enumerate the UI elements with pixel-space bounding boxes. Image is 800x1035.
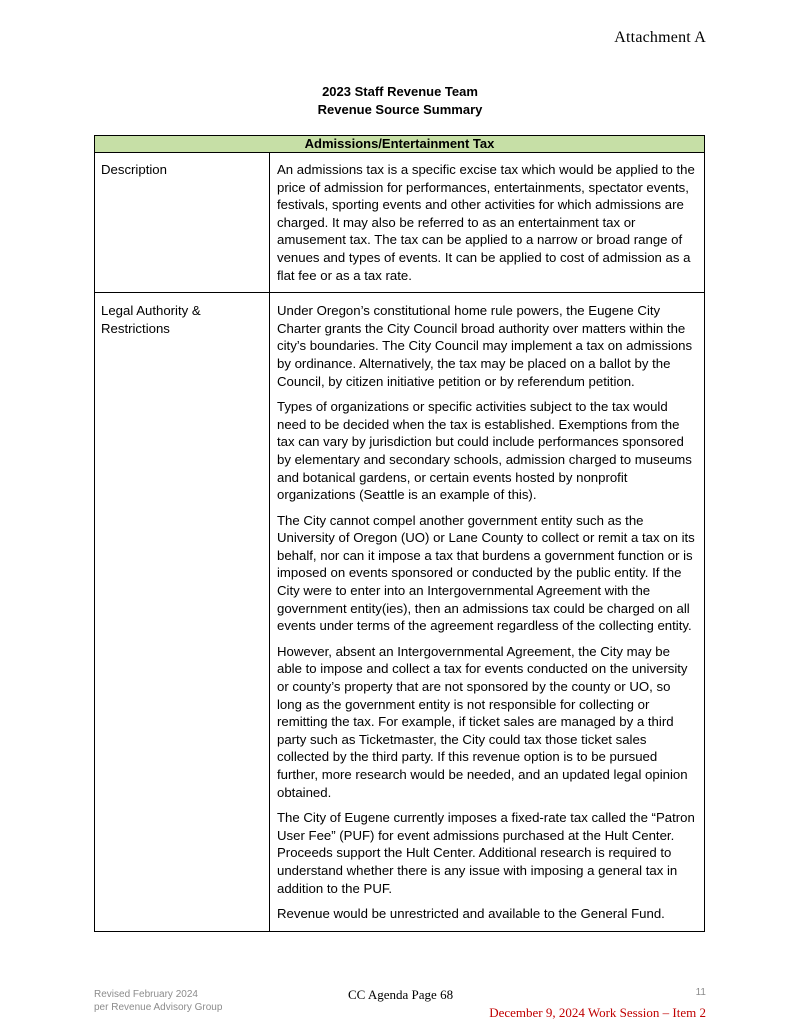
page-number: 11 — [695, 987, 706, 998]
revision-date: Revised February 2024 — [94, 989, 198, 1000]
title-line-2: Revenue Source Summary — [317, 102, 483, 117]
legal-paragraph-4: However, absent an Intergovernmental Agreement, the City may be able to impose and collect a tax for events conducted on the university or county’s property that are not sponsored by the county or UO, so long as the government entity is not responsible for collecting or remitting the tax. For example, if ticket sales are managed by a third party such as Ticketmaster, the City could tax those ticket sales collected by the third party. If this revenue option is to be pursued further, more research would be needed, and an updated legal opinion obtained. — [277, 643, 688, 800]
revenue-summary-table — [94, 135, 705, 932]
table-heading: Admissions/Entertainment Tax — [95, 136, 705, 153]
revision-source: per Revenue Advisory Group — [94, 1002, 223, 1013]
row-label: Legal Authority & Restrictions — [101, 303, 201, 336]
row-label: Description — [101, 162, 167, 177]
page-title — [0, 83, 800, 119]
attachment-label: Attachment A — [614, 29, 706, 46]
table-row-legal-authority — [95, 293, 705, 932]
row-label-cell — [95, 293, 270, 932]
table-row-description — [95, 153, 705, 293]
legal-paragraph-6: Revenue would be unrestricted and available to the General Fund. — [277, 906, 665, 922]
legal-paragraph-3: The City cannot compel another government entity such as the University of Oregon (UO) or Lane County to collect or remit a tax on its behalf, nor can it impose a tax that burdens a government function or is imposed on events sponsored or conducted by the public entity. If the City were to enter into an Intergovernmental Agreement with the government entity(ies), then an admissions tax could be charged on all events under terms of the agreement regardless of the collecting entity. — [277, 512, 695, 634]
row-content-cell — [270, 293, 705, 932]
row-label-cell — [95, 153, 270, 293]
agenda-page-label: CC Agenda Page 68 — [348, 987, 454, 1002]
title-line-1: 2023 Staff Revenue Team — [322, 84, 478, 99]
revision-note — [94, 988, 222, 1014]
legal-paragraph-1: Under Oregon’s constitutional home rule powers, the Eugene City Charter grants the City Council broad authority over matters within the city’s boundaries. The City Council may implement a tax on admissions by ordinance. Alternatively, the tax may be placed on a ballot by the Council, by citizen initiative petition or by referendum petition. — [277, 303, 693, 389]
legal-paragraph-5: The City of Eugene currently imposes a fixed-rate tax called the “Patron User Fee” (PUF) for event admissions purchased at the Hult Center. Proceeds support the Hult Center. Additional research is required to understand whether there is any issue with imposing a general tax in addition to the PUF. — [277, 810, 695, 896]
description-paragraph: An admissions tax is a specific excise tax which would be applied to the price of admission for performances, entertainments, spectator events, festivals, sporting events and other activities for which admissions are charged. It may also be referred to as an entertainment tax or amusement tax. The tax can be applied to a narrow or broad range of venues and types of events. It can be applied to cost of admission as a flat fee or as a tax rate. — [277, 162, 695, 283]
row-content-cell — [270, 153, 705, 293]
work-session-label: December 9, 2024 Work Session – Item 2 — [489, 1005, 706, 1020]
legal-paragraph-2: Types of organizations or specific activities subject to the tax would need to be decided when the tax is established. Exemptions from the tax can vary by jurisdiction but could include performances sponsored by elementary and secondary schools, admission charged to museums and botanical gardens, or certain events hosted by nonprofit organizations (Seattle is an example of this). — [277, 399, 692, 503]
